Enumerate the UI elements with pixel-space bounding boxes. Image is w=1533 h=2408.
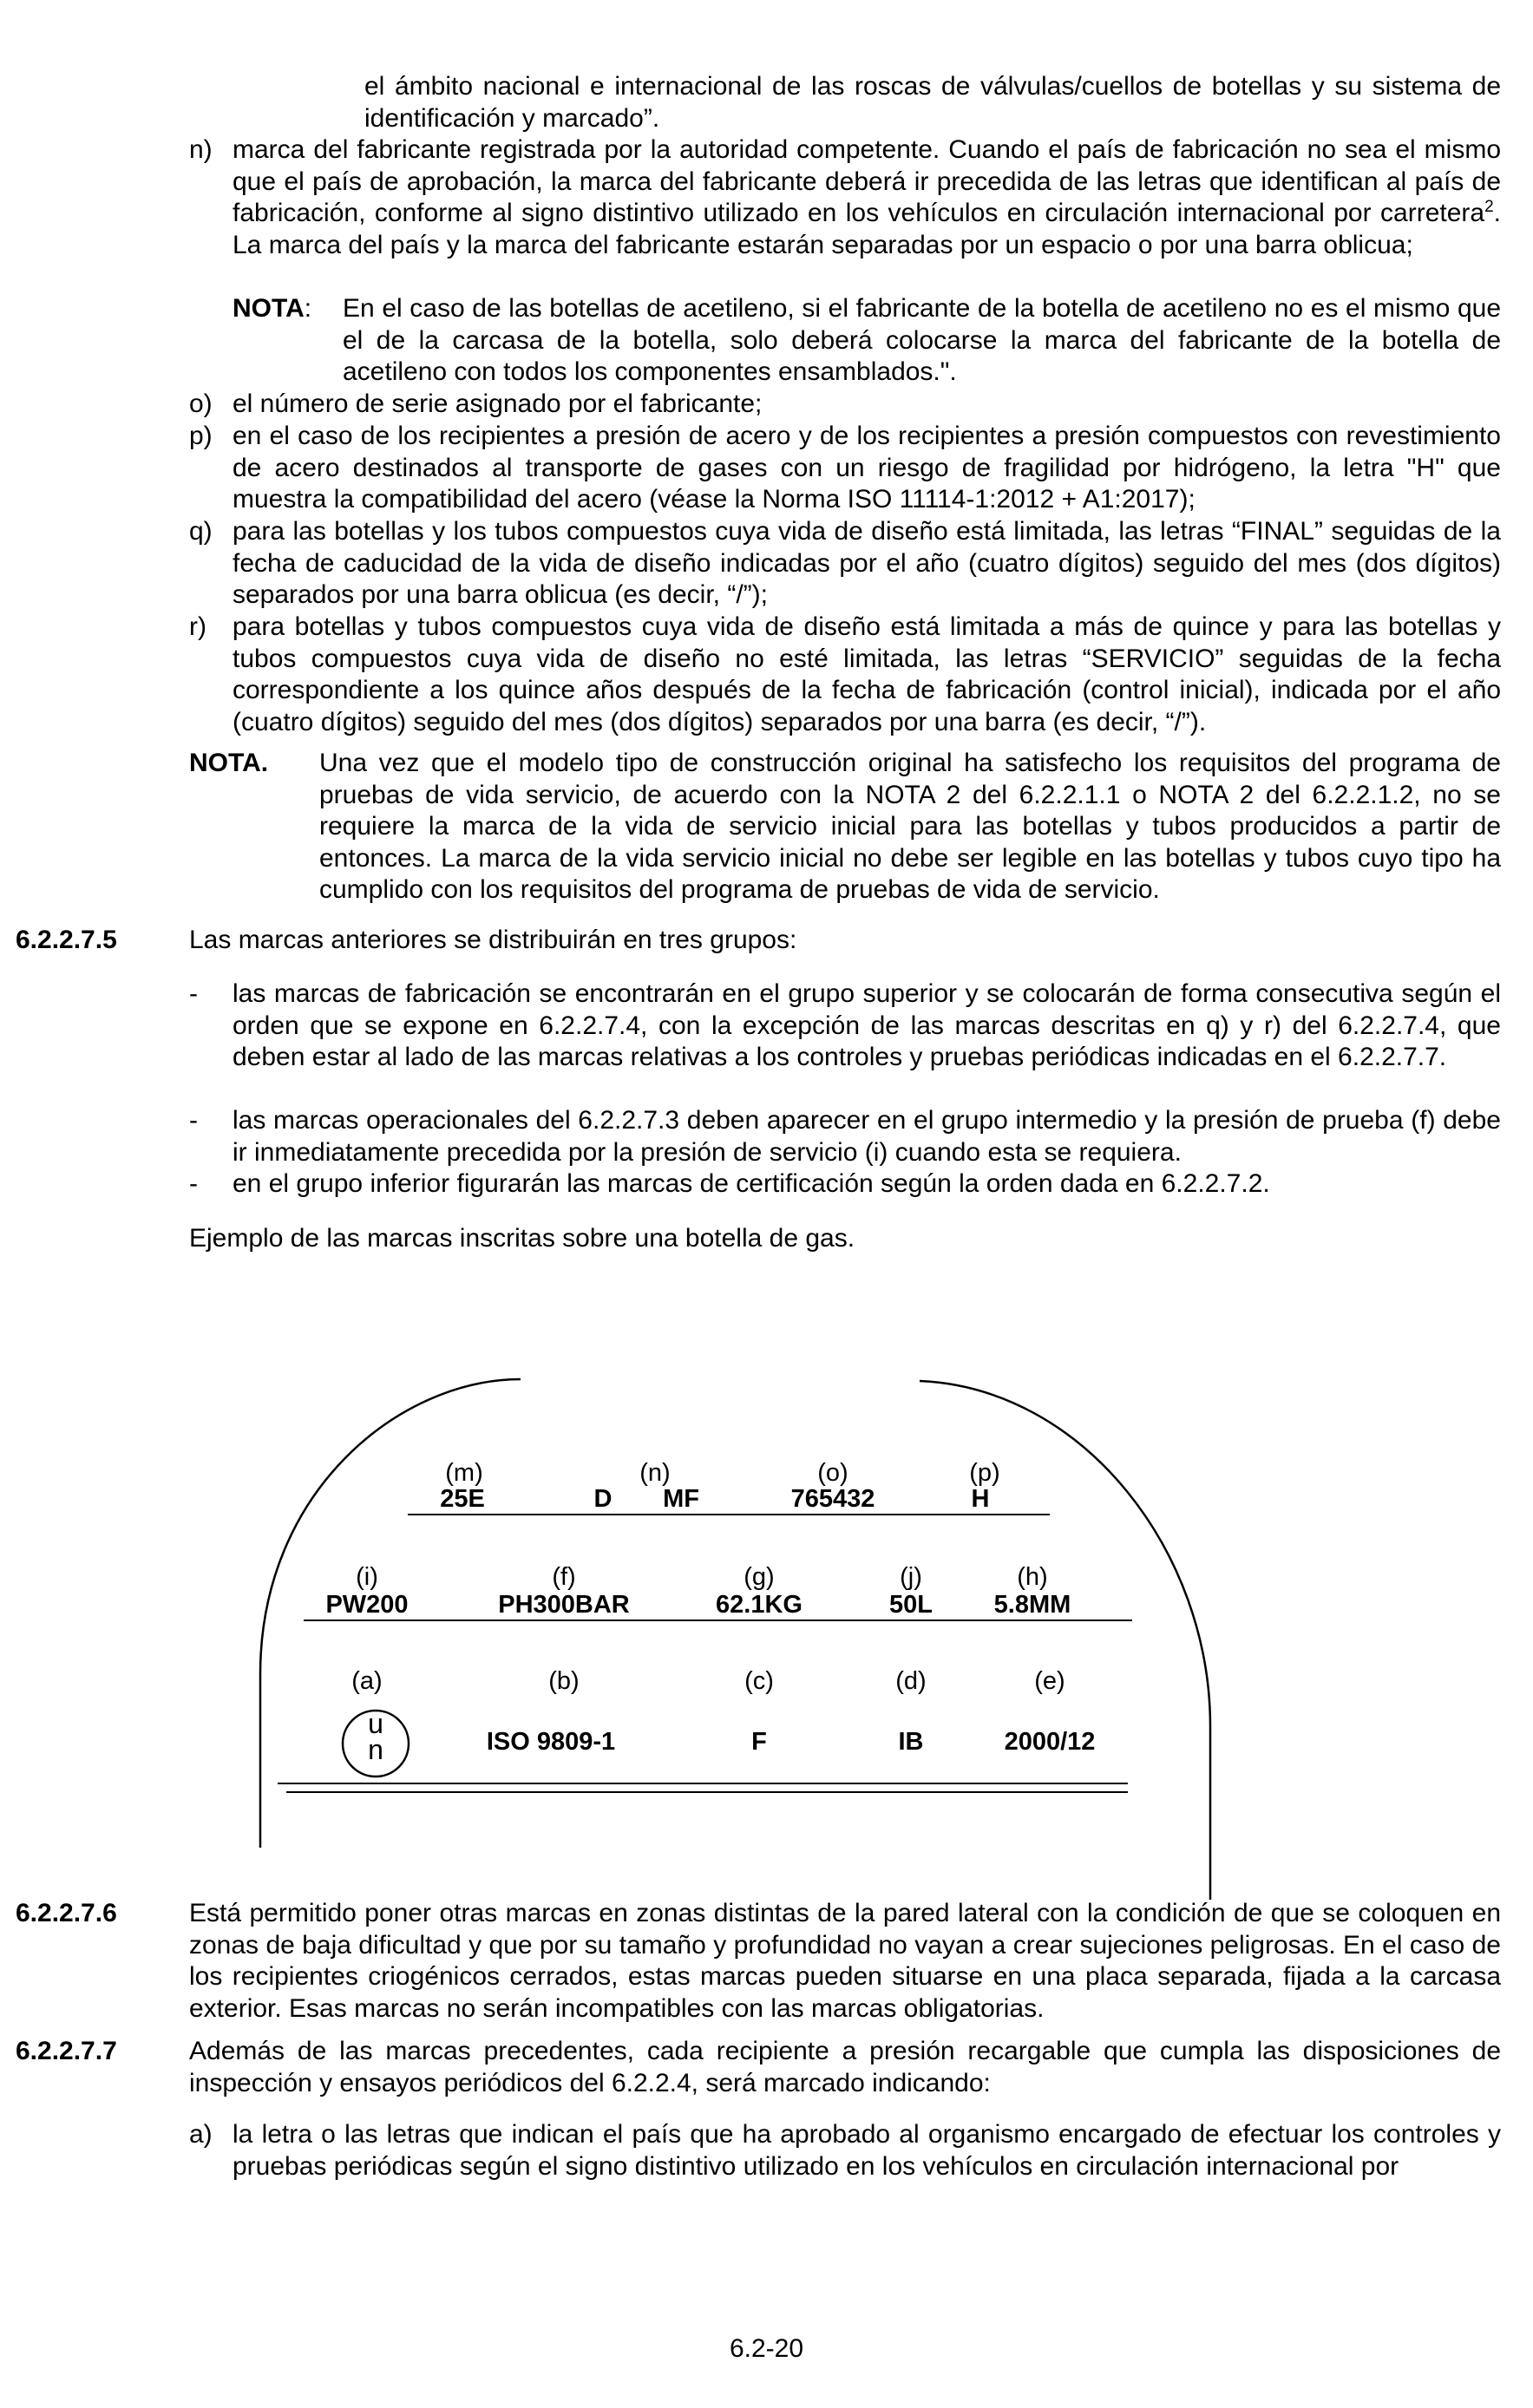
section-number-6-2-2-7-7: 6.2.2.7.7 (16, 2037, 117, 2065)
value-ph300bar: PH300BAR (498, 1591, 630, 1619)
item-text-q: para las botellas y los tubos compuestos cuya vida de diseño está limitada, las letras “FINAL” seguidas de la fecha de caducidad de la vida de diseño indicadas por el año (cuatro dígitos) seguido del mes (dos dígitos) separados por una barra oblicua (es decir, “/”); (233, 517, 1501, 609)
item-label-p: p) (189, 422, 213, 450)
label-d: (d) (895, 1667, 927, 1695)
value-date: 2000/12 (1004, 1728, 1096, 1756)
item-text-o: el número de serie asignado por el fabricante; (233, 389, 763, 418)
item-n-text-part1: marca del fabricante registrada por la autoridad competente. Cuando el país de fabricación no sea el mismo que el país de aprobación, la marca del fabricante deberá ir precedida de las letras que identifican al país de fabricación, conforme al signo distintivo utilizado en los vehículos en circulación internacional por carretera (233, 135, 1501, 227)
value-5-8mm: 5.8MM (993, 1591, 1071, 1619)
section-number-6-2-2-7-6: 6.2.2.7.6 (16, 1899, 117, 1927)
label-m: (m) (445, 1459, 483, 1487)
example-caption: Ejemplo de las marcas inscritas sobre una botella de gas. (189, 1224, 855, 1253)
item-label-a: a) (189, 2120, 213, 2149)
intro-continuation: el ámbito nacional e internacional de las roscas de válvulas/cuellos de botellas y su sistema de identificación y marcado”. (364, 72, 1501, 133)
nota-n-text: En el caso de las botellas de acetileno, si el fabricante de la botella de acetileno no es el mismo que el de la carcasa de la botella, solo deberá colocarse la marca del fabricante de la botella de acetileno con todos los componentes ensamblados.". (343, 294, 1501, 386)
value-f: F (751, 1728, 767, 1756)
item-text-a: la letra o las letras que indican el país que ha aprobado al organismo encargado de efectuar los controles y pruebas periódicas según el signo distintivo utilizado en los vehículos en circulación internacional por (233, 2120, 1501, 2181)
bullet-mark-3: - (189, 1169, 198, 1198)
label-o: (o) (817, 1459, 848, 1487)
item-label-r: r) (189, 612, 206, 641)
label-c: (c) (744, 1667, 774, 1695)
item-text-p: en el caso de los recipientes a presión de acero y de los recipientes a presión compuestos con revestimiento de acero destinados al transporte de gases con un riesgo de fragilidad por hidrógeno, la letra "H" que muestra la compatibilidad del acero (véase la Norma ISO 11114-1:2012 + A1:2017); (233, 422, 1501, 514)
nota-main-text: Una vez que el modelo tipo de construcción original ha satisfecho los requisitos del programa de pruebas de vida servicio, de acuerdo con la NOTA 2 del 6.2.2.1.1 o NOTA 2 del 6.2.2.1.2, no se requiere la marca de la vida de servicio inicial para las botellas y tubos producidos a partir de entonces. La marca de la vida servicio inicial no debe ser legible en las botellas y tubos cuyo tipo ha cumplido con los requisitos del programa de pruebas de vida de servicio. (319, 749, 1501, 904)
label-j: (j) (900, 1563, 922, 1591)
value-d: D (593, 1485, 613, 1513)
bullet-text-2: las marcas operacionales del 6.2.2.7.3 deben aparecer en el grupo intermedio y la presión de prueba (f) debe ir inmediatamente precedida por la presión de servicio (i) cuando esta se requiera. (233, 1106, 1501, 1167)
un-logo-n: n (368, 1734, 383, 1765)
label-a: (a) (351, 1667, 383, 1695)
label-b: (b) (548, 1667, 580, 1695)
section-number-6-2-2-7-5: 6.2.2.7.5 (16, 926, 117, 954)
item-text-r: para botellas y tubos compuestos cuya vida de diseño está limitada a más de quince y para las botellas y tubos compuestos cuya vida de diseño no esté limitada, las letras “SERVICIO” seguidas de la fecha correspondiente a los quince años después de la fecha de fabricación (control inicial), indicada por el año (cuatro dígitos) seguido del mes (dos dígitos) separados por una barra (es decir, “/”). (233, 612, 1501, 736)
item-label-n: n) (189, 135, 213, 164)
section-6-text: Está permitido poner otras marcas en zonas distintas de la pared lateral con la condición de que se coloquen en zonas de baja dificultad y que por su tamaño y profundidad no vayan a crear sujeciones peligrosas. En el caso de los recipientes criogénicos cerrados, estas marcas pueden situarse en una placa separada, fijada a la carcasa exterior. Esas marcas no serán incompatibles con las marcas obligatorias. (189, 1899, 1501, 2023)
value-25e: 25E (440, 1485, 485, 1513)
value-h: H (971, 1485, 990, 1513)
value-ib: IB (898, 1728, 924, 1756)
nota-n-label: NOTA: (233, 294, 312, 323)
label-p: (p) (969, 1459, 1000, 1487)
item-text-n (233, 134, 1501, 261)
section-5-text: Las marcas anteriores se distribuirán en tres grupos: (189, 926, 797, 954)
value-mf: MF (663, 1485, 699, 1513)
un-logo-icon (363, 1708, 389, 1765)
item-n-text-part2: . La marca del país y la marca del fabricante estarán separadas por un espacio o por una barra oblicua; (233, 199, 1501, 259)
label-h: (h) (1017, 1563, 1048, 1591)
value-pw200: PW200 (325, 1591, 409, 1619)
un-logo-u: u (368, 1708, 383, 1739)
label-e: (e) (1034, 1667, 1065, 1695)
bullet-mark-1: - (189, 979, 198, 1008)
label-n: (n) (639, 1459, 671, 1487)
bullet-mark-2: - (189, 1106, 198, 1135)
footnote-marker: 2 (1484, 198, 1494, 216)
bullet-text-1: las marcas de fabricación se encontrarán en el grupo superior y se colocarán de forma consecutiva según el orden que se expone en 6.2.2.7.4, con la excepción de las marcas descritas en q) y r) del 6.2.2.7.4, que deben estar al lado de las marcas relativas a los controles y pruebas periódicas indicadas en el 6.2.2.7.7. (233, 979, 1501, 1071)
page-number: 6.2-20 (729, 2334, 804, 2363)
value-50l: 50L (889, 1591, 933, 1619)
value-iso-9809-1: ISO 9809-1 (486, 1728, 616, 1756)
value-serial: 765432 (790, 1485, 875, 1513)
value-62-1kg: 62.1KG (716, 1591, 803, 1619)
label-g: (g) (744, 1563, 775, 1591)
gas-cylinder-marking-diagram (0, 1362, 1533, 1917)
bullet-text-3: en el grupo inferior figurarán las marcas de certificación según la orden dada en 6.2.2.7.2. (233, 1169, 1270, 1198)
item-label-o: o) (189, 389, 213, 418)
label-i: (i) (356, 1563, 378, 1591)
nota-main-label: NOTA. (189, 749, 269, 777)
diagram-outline (0, 1362, 1533, 1917)
item-label-q: q) (189, 517, 213, 546)
label-f: (f) (552, 1563, 576, 1591)
section-7-text: Además de las marcas precedentes, cada recipiente a presión recargable que cumpla las disposiciones de inspección y ensayos periódicos del 6.2.2.4, será marcado indicando: (189, 2037, 1501, 2097)
